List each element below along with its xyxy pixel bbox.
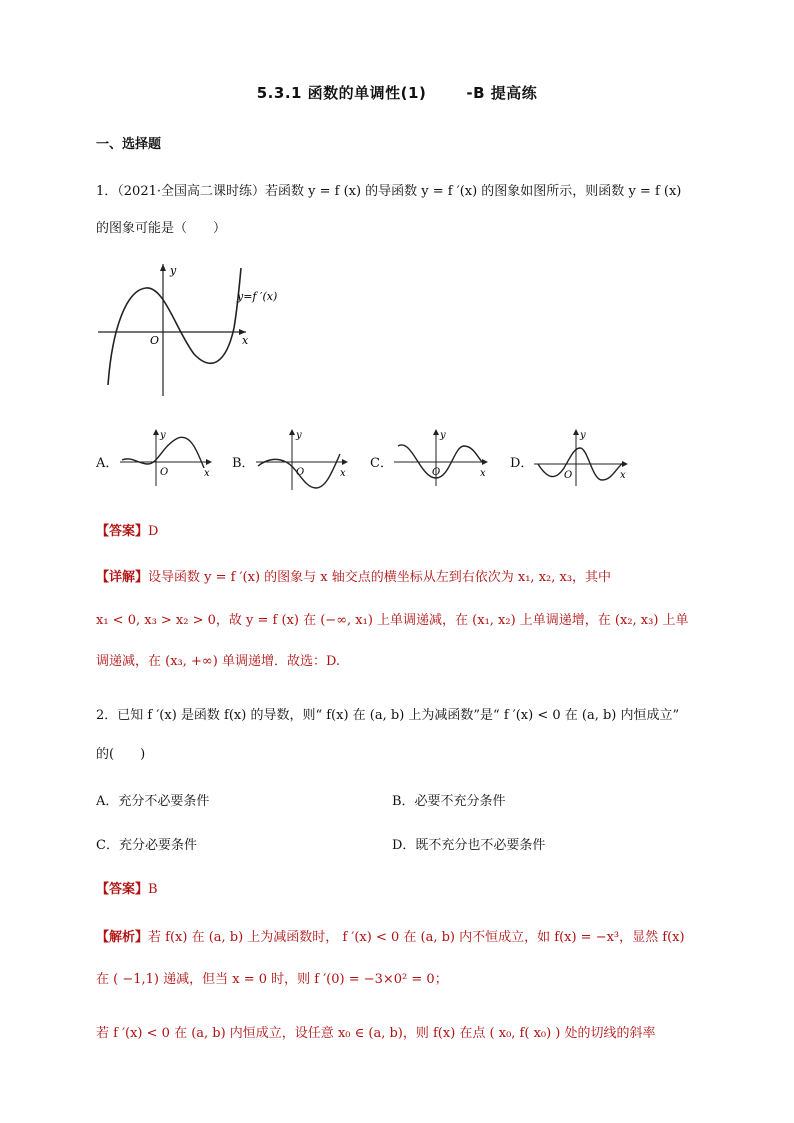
svg-text:O: O [160,467,169,478]
q1-detail-line2: x₁ < 0, x₃ > x₂ > 0，故 y = f (x) 在 (−∞, x₁) 上单调递减，在 (x₁, x₂) 上单调递增，在 (x₂, x₃) 上单 [96,613,689,628]
option-b-label: B． [232,456,255,471]
svg-text:y: y [160,430,166,441]
curve-label: y=f ′(x) [237,290,278,303]
q2-stem-line1: 2．已知 f ′(x) 是函数 f(x) 的导数，则“ f(x) 在 (a, b) 上为减函数”是“ f ′(x) < 0 在 (a, b) 内恒成立” [96,708,680,723]
q1-detail-line3: 调递减，在 (x₃, +∞) 单调递增．故选：D. [96,654,341,669]
option-a-label: A． [96,456,119,471]
title-suffix: -B 提高练 [466,84,538,102]
q1-answer-tag: 【答案】 [96,524,149,539]
origin-label: O [150,334,160,347]
option-d-graph[interactable] [532,428,632,488]
q1-detail-line1 [96,568,611,588]
svg-text:x: x [204,468,210,479]
q2-stem-line2: 的( ) [96,747,146,762]
svg-text:y: y [296,430,302,441]
page-title [0,82,794,103]
q1-detail-tag: 【详解】 [96,570,149,585]
x-label: x [242,334,249,347]
q2-analysis-line3: 若 f ′(x) < 0 在 (a, b) 内恒成立，设任意 x₀ ∈ (a, b)，则 f(x) 在点 ( x₀, f( x₀) ) 处的切线的斜率 [96,1026,656,1041]
svg-text:O: O [432,467,441,478]
svg-text:y: y [580,430,586,441]
option-d-label: D． [510,456,534,471]
q2-analysis-line1 [96,928,685,948]
derivative-curve [108,268,241,385]
q1-answer-value: D [148,524,159,539]
svg-text:O: O [564,470,573,481]
svg-text:x: x [480,468,486,479]
q2-answer-value: B [148,882,158,897]
derivative-graph [96,260,296,400]
option-c-graph[interactable] [392,428,492,488]
q2-choice-c[interactable]: C．充分必要条件 [96,838,197,853]
q2-choice-d[interactable]: D．既不充分也不必要条件 [392,838,546,853]
svg-text:y: y [440,430,446,441]
y-axis-arrow [160,264,166,271]
y-label: y [170,264,177,277]
svg-text:O: O [296,467,305,478]
q1-stem-line1: 1．（2021·全国高二课时练）若函数 y = f (x) 的导函数 y = f ′(x) 的图象如图所示，则函数 y = f (x) [96,184,682,199]
q2-choice-a[interactable]: A．充分不必要条件 [96,794,210,809]
q2-analysis-tag: 【解析】 [96,930,149,945]
q2-analysis-line2: 在 ( −1,1) 递减，但当 x = 0 时，则 f ′(0) = −3×0² = 0； [96,972,448,987]
svg-text:x: x [340,468,346,479]
option-a-graph[interactable] [118,428,216,488]
q2-answer-tag: 【答案】 [96,882,149,897]
section-heading: 一、选择题 [96,137,162,152]
q2-answer [96,878,158,897]
q1-detail-text1: 设导函数 y = f ′(x) 的图象与 x 轴交点的横坐标从左到右依次为 x₁, x₂, x₃，其中 [148,570,612,585]
option-c-label: C． [370,456,393,471]
q2-analysis-text1: 若 f(x) 在 (a, b) 上为减函数时， f ′(x) < 0 在 (a, b) 内不恒成立，如 f(x) = −x³，显然 f(x) [148,930,685,945]
q1-answer [96,520,158,539]
title-main: 5.3.1 函数的单调性(1) [256,84,427,102]
q1-stem-line2: 的图象可能是（ ） [96,221,227,236]
q2-choice-b[interactable]: B．必要不充分条件 [392,794,506,809]
svg-text:x: x [620,470,626,481]
option-b-graph[interactable] [254,428,352,492]
